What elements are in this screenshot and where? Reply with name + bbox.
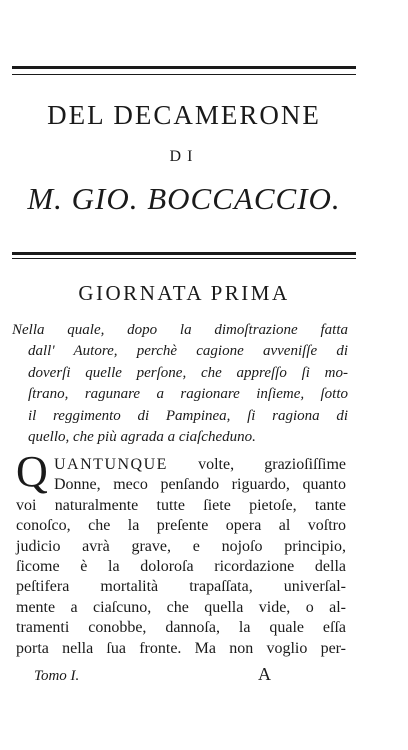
summary-line: quello, che più agrada a ciaſcheduno. xyxy=(28,429,256,446)
opening-line-tail: volte, grazioſiſſime xyxy=(167,456,346,473)
body-line xyxy=(16,455,346,475)
signature-mark: A xyxy=(258,664,271,684)
body-line: Donne, meco penſando riguardo, quanto xyxy=(54,476,346,494)
middle-rule-thick xyxy=(12,252,356,255)
body-line: tramenti conobbe, dannoſa, la quale eſſa xyxy=(16,619,346,637)
chapter-summary xyxy=(12,320,348,448)
top-rule-thin xyxy=(12,74,356,75)
summary-line: doverſi quelle perſone, che appreſſo ſi mo- xyxy=(28,364,348,381)
title-line-1: DEL DECAMERONE xyxy=(47,100,321,130)
body-line: conoſco, che la preſente opera al voſtro xyxy=(16,517,346,535)
middle-rule-thin xyxy=(12,258,356,259)
summary-line: il reggimento di Pampinea, ſi ragiona di xyxy=(28,407,348,424)
title-line-2: DI xyxy=(169,148,199,165)
body-paragraph xyxy=(16,455,346,659)
summary-line: Nella quale, dopo la dimoſtrazione fatta xyxy=(12,322,348,338)
section-heading: GIORNATA PRIMA xyxy=(78,281,290,305)
body-line: peſtifera mortalità trapaſſata, univerſal- xyxy=(16,578,346,596)
top-rule-thick xyxy=(12,66,356,69)
body-line: judicio avrà grave, e nojoſo principio, xyxy=(16,537,346,555)
drop-cap: Q xyxy=(16,447,48,496)
opening-word: UANTUNQUE xyxy=(54,456,168,473)
body-line: porta nella ſua fronte. Ma non voglio per- xyxy=(16,639,346,657)
summary-line: ſtrano, ragunare a ragionare inſieme, ſotto xyxy=(28,386,348,403)
body-line: ſicome è la doloroſa ricordazione della xyxy=(16,558,346,576)
title-line-3: M. GIO. BOCCACCIO. xyxy=(27,181,341,216)
body-line: voi naturalmente tutte ſiete pietoſe, tante xyxy=(16,496,346,514)
body-line: mente a ciaſcuno, che quella vide, o al- xyxy=(16,598,346,616)
summary-line: dall' Autore, perchè cagione avveniſſe di xyxy=(28,343,348,360)
volume-label: Tomo I. xyxy=(34,668,80,684)
